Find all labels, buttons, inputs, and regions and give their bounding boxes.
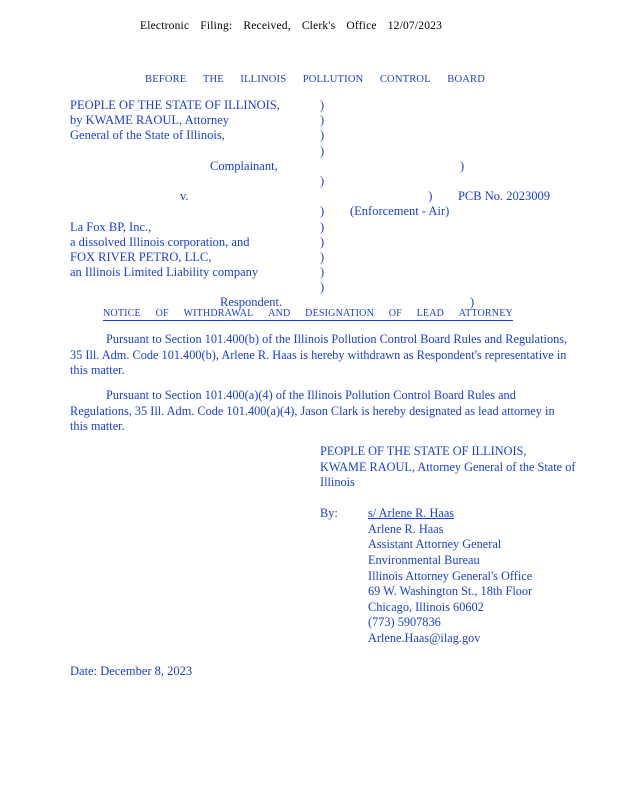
caption-paren: ) xyxy=(320,204,325,219)
signature-bureau: Environmental Bureau xyxy=(368,553,480,568)
notice-word-of: OF xyxy=(155,308,169,319)
caption-paren: ) xyxy=(460,158,465,173)
signature-by-row xyxy=(320,506,600,646)
signature-details xyxy=(368,506,600,646)
caption-row xyxy=(70,159,550,174)
notice-word-lead: LEAD xyxy=(416,308,445,319)
caption-row xyxy=(70,265,550,280)
notice-word-withdrawal: WITHDRAWAL xyxy=(183,308,254,319)
stamp-word-electronic: Electronic xyxy=(140,20,190,32)
court-word-board: BOARD xyxy=(447,74,485,85)
paragraph-designation xyxy=(70,388,570,435)
paragraph-designation-text: Pursuant to Section 101.400(a)(4) of the Illinois Pollution Control Board Rules and Regulations, 35 Ill. Adm. Code 101.400(a)(4), Jason Clark is hereby designated as lead attorney in this matter. xyxy=(70,388,555,434)
caption-row xyxy=(70,128,550,143)
caption-party-line: La Fox BP, Inc., xyxy=(70,219,152,234)
caption-row xyxy=(70,280,550,295)
signature-org-line: PEOPLE OF THE STATE OF ILLINOIS, xyxy=(320,444,527,458)
caption-row xyxy=(70,204,550,219)
caption-paren: ) xyxy=(320,143,325,158)
stamp-word-filing: Filing: xyxy=(200,20,233,32)
caption-paren: ) xyxy=(320,249,325,264)
caption-row xyxy=(70,113,550,128)
notice-word-and: AND xyxy=(268,308,291,319)
signature-address-line1: 69 W. Washington St., 18th Floor xyxy=(368,584,533,599)
caption-row xyxy=(70,235,550,250)
caption-party-line: by KWAME RAOUL, Attorney xyxy=(70,113,230,128)
caption-paren: ) xyxy=(320,173,325,188)
court-word-the: THE xyxy=(202,74,224,85)
caption-complainant-label: Complainant, xyxy=(210,158,278,173)
signature-by-label: By: xyxy=(320,506,338,521)
caption-versus: v. xyxy=(180,189,189,204)
caption-row xyxy=(70,174,550,189)
caption-paren: ) xyxy=(428,189,433,204)
court-word-before: BEFORE xyxy=(145,74,187,85)
paragraph-withdrawal-text: Pursuant to Section 101.400(b) of the Illinois Pollution Control Board Rules and Regulations, 35 Ill. Adm. Code 101.400(b), Arlene R. Haas is hereby withdrawn as Respondent's representative in this matter. xyxy=(70,332,568,378)
stamp-filing-date: 12/07/2023 xyxy=(387,20,443,32)
signature-electronic-signature: s/ Arlene R. Haas xyxy=(368,506,455,521)
notice-word-notice: NOTICE xyxy=(103,308,141,319)
notice-word-attorney: ATTORNEY xyxy=(458,308,513,319)
signature-address-line2: Chicago, Illinois 60602 xyxy=(368,599,484,614)
case-caption xyxy=(70,98,550,311)
stamp-word-office: Office xyxy=(346,20,377,32)
notice-word-of2: OF xyxy=(388,308,402,319)
caption-row xyxy=(70,250,550,265)
signature-attorney-title: Assistant Attorney General xyxy=(368,537,502,552)
caption-row xyxy=(70,189,550,204)
signature-org-line: KWAME RAOUL, Attorney General of the State of xyxy=(320,459,576,474)
document-date: Date: December 8, 2023 xyxy=(70,664,193,678)
caption-party-line: General of the State of Illinois, xyxy=(70,128,225,143)
stamp-word-received: Received, xyxy=(243,20,291,32)
paragraph-withdrawal xyxy=(70,332,570,379)
signature-office: Illinois Attorney General's Office xyxy=(368,568,533,583)
caption-party-line: FOX RIVER PETRO, LLC, xyxy=(70,249,212,264)
signature-phone: (773) 5907836 xyxy=(368,615,441,630)
caption-row xyxy=(70,220,550,235)
stamp-word-clerks: Clerk's xyxy=(301,20,336,32)
caption-party-line: an Illinois Limited Liability company xyxy=(70,265,259,280)
court-header xyxy=(145,74,485,85)
signature-email: Arlene.Haas@ilag.gov xyxy=(368,631,481,646)
case-number: PCB No. 2023009 xyxy=(457,189,550,204)
caption-row xyxy=(70,98,550,113)
caption-paren: ) xyxy=(320,98,325,112)
caption-respondent-label: Respondent. xyxy=(220,295,283,310)
court-word-illinois: ILLINOIS xyxy=(240,74,287,85)
case-type: (Enforcement - Air) xyxy=(350,204,450,219)
caption-paren: ) xyxy=(470,295,475,310)
signature-attorney-name: Arlene R. Haas xyxy=(368,521,444,536)
caption-party-line: PEOPLE OF THE STATE OF ILLINOIS, xyxy=(70,98,280,112)
caption-paren: ) xyxy=(320,234,325,249)
electronic-filing-stamp xyxy=(140,20,480,32)
caption-paren: ) xyxy=(320,219,325,234)
notice-word-designation: DESIGNATION xyxy=(305,308,375,319)
signature-block xyxy=(320,444,600,647)
caption-paren: ) xyxy=(320,128,325,143)
court-word-pollution: POLLUTION xyxy=(302,74,364,85)
caption-row xyxy=(70,144,550,159)
notice-title xyxy=(103,308,513,321)
court-word-control: CONTROL xyxy=(379,74,431,85)
signature-org-line: Illinois xyxy=(320,475,355,490)
caption-paren: ) xyxy=(320,265,325,280)
caption-paren: ) xyxy=(320,113,325,128)
caption-paren: ) xyxy=(320,280,325,295)
caption-party-line: a dissolved Illinois corporation, and xyxy=(70,234,250,249)
